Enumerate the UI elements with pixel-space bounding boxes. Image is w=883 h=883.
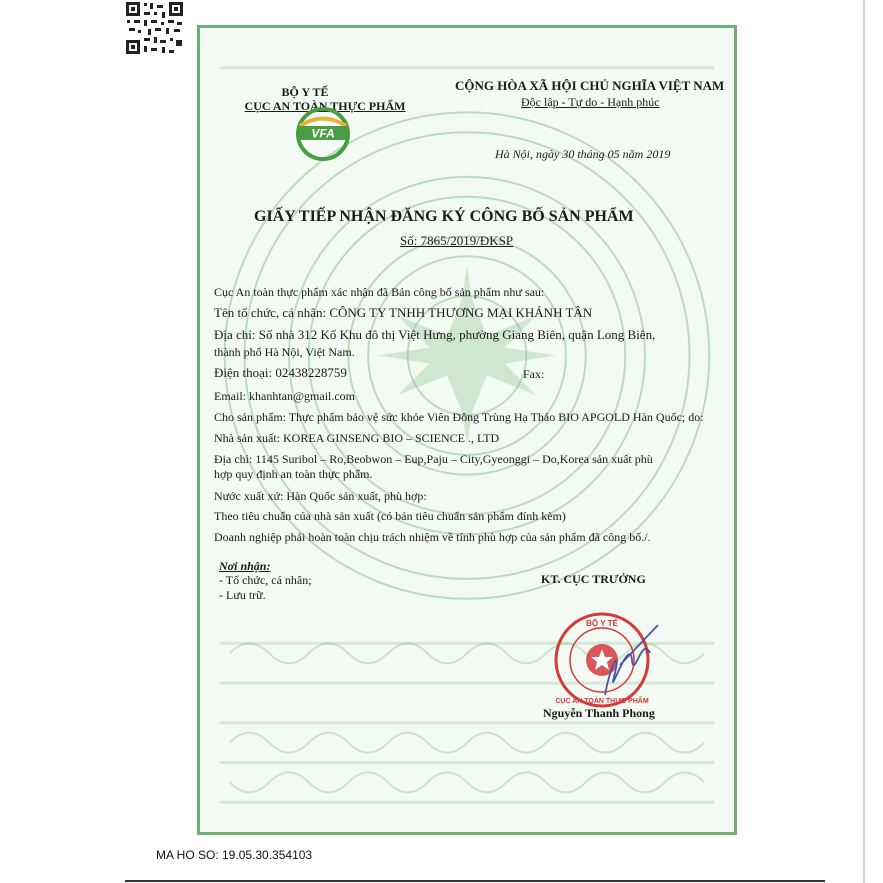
bottom-rule [125, 880, 825, 882]
manufacturer-address-2: hợp quy định an toàn thực phẩm. [214, 467, 373, 481]
fax: Fax: [523, 367, 545, 381]
ministry-name: BỘ Y TẾ [281, 85, 329, 99]
country-name: CỘNG HÒA XÃ HỘI CHỦ NGHĨA VIỆT NAM [455, 78, 725, 93]
organization: Tên tổ chức, cá nhân: CÔNG TY TNHH THƯƠNG MẠI KHÁNH TÂN [214, 305, 593, 320]
recipients-label: Nơi nhận: [219, 559, 271, 573]
dossier-code: MA HO SO: 19.05.30.354103 [156, 848, 313, 862]
svg-text:CỤC AN TOÀN THỰC PHẨM: CỤC AN TOÀN THỰC PHẨM [555, 698, 649, 705]
document-number: Số: 7865/2019/ĐKSP [400, 233, 514, 248]
origin: Nước xuất xứ: Hàn Quốc sản xuất, phù hợp: [214, 489, 427, 503]
phone: Điện thoại: 02438228759 [214, 365, 347, 380]
email: Email: khanhtan@gmail.com [214, 389, 356, 403]
page-edge [863, 0, 865, 883]
signer-title: KT. CỤC TRƯỞNG [541, 572, 646, 586]
manufacturer: Nhà sản xuất: KOREA GINSENG BIO – SCIENCE ., LTD [214, 431, 500, 445]
agency-name: CỤC AN TOÀN THỰC PHẨM [244, 99, 406, 113]
svg-text:BỘ Y TẾ: BỘ Y TẾ [586, 619, 618, 628]
qr-code [124, 0, 185, 56]
recipient-item: - Tổ chức, cá nhân; [219, 573, 312, 587]
address-line-2: thành phố Hà Nội, Việt Nam. [214, 345, 355, 359]
manufacturer-address-1: Địa chỉ: 1145 Suribol – Ro,Beobwon – Eup,Paju – City,Gyeonggi – Do,Korea sản xuất phù [214, 452, 653, 466]
official-stamp [550, 605, 660, 715]
svg-text:VFA: VFA [311, 126, 335, 141]
document-title: GIẤY TIẾP NHẬN ĐĂNG KÝ CÔNG BỐ SẢN PHẨM [254, 208, 634, 225]
product: Cho sản phẩm: Thực phẩm bảo vệ sức khỏe Viên Đông Trùng Hạ Thảo BIO APGOLD Hàn Quốc; do: [214, 410, 704, 424]
recipient-item: - Lưu trữ. [219, 588, 266, 602]
intro-text: Cục An toàn thực phẩm xác nhận đã Bản công bố sản phẩm như sau: [214, 285, 545, 299]
signer-name: Nguyễn Thanh Phong [543, 706, 655, 720]
issue-date: Hà Nội, ngày 30 tháng 05 năm 2019 [495, 147, 671, 161]
address-line-1: Địa chỉ: Số nhà 312 Kố Khu đô thị Việt Hưng, phường Giang Biên, quận Long Biên, [214, 327, 656, 342]
responsibility: Doanh nghiệp phải hoàn toàn chịu trách nhiệm về tính phù hợp của sản phẩm đã công bố./. [214, 530, 651, 544]
vfa-logo [288, 106, 358, 162]
standard: Theo tiêu chuẩn của nhà sản xuất (có bản tiêu chuẩn sản phẩm đính kèm) [214, 509, 566, 523]
motto: Độc lập - Tự do - Hạnh phúc [521, 95, 660, 109]
